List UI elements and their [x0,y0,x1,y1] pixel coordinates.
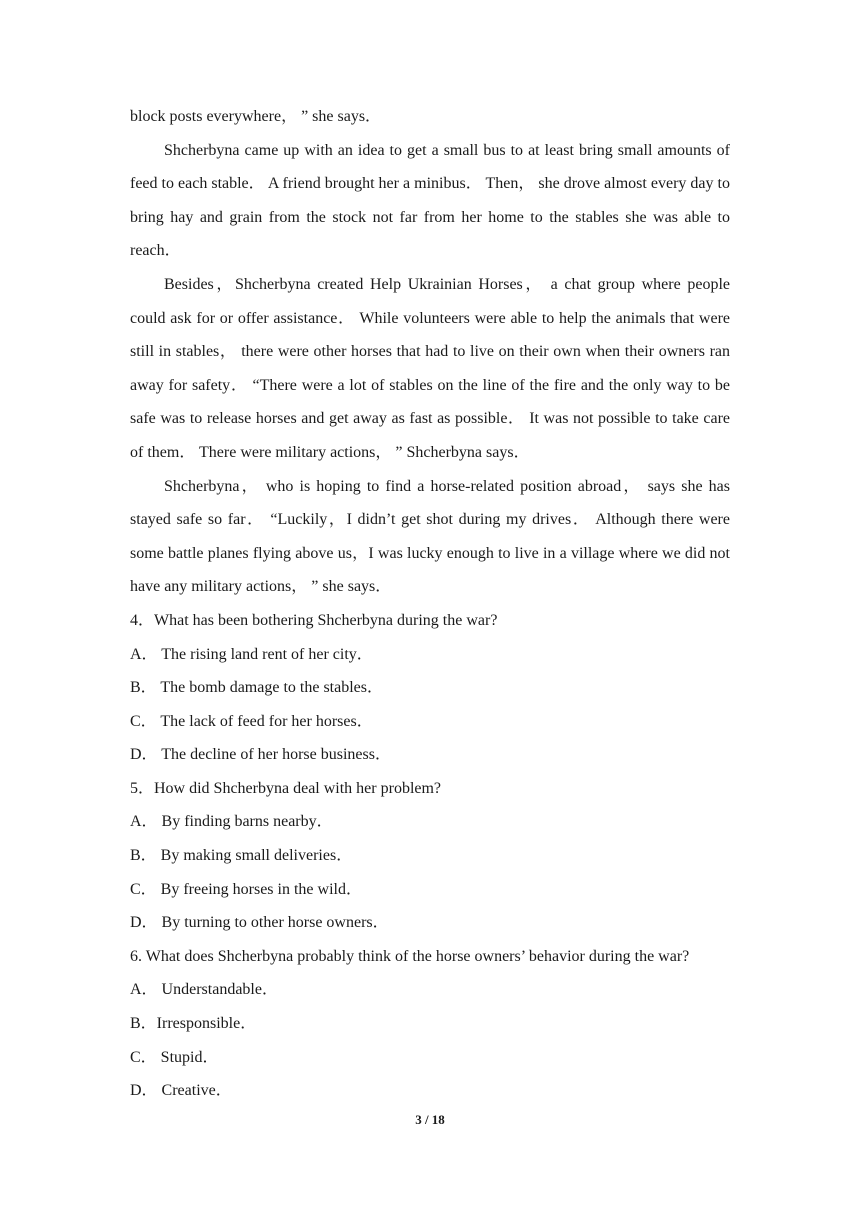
option-b: B． The bomb damage to the stables． [130,679,383,697]
option-b: B．Irresponsible． [130,1015,257,1033]
option-c: C． Stupid． [130,1048,219,1066]
option-d: D． By turning to other horse owners． [130,914,389,932]
option-b: B． By making small deliveries． [130,847,353,865]
passage-paragraph-1: Shcherbyna came up with an idea to get a small bus to at least bring small amounts of feed to each stable． A friend brought her a minibus． Then， she drove almost every day to bring hay and grain from the stock not far from her home to the stables she was able to reach． [130,141,730,260]
passage-paragraph-2: Besides，Shcherbyna created Help Ukrainian Horses， a chat group where people could ask for or offer assistance． While volunteers were able to help the animals that were still in stables， there were other horses that had to live on their own when their owners ran away for safety． “There were a lot of stables on the line of the fire and the only way to be safe was to release horses and get away as fast as possible． It was not possible to take care of them． There were military actions， ” Shcherbyna says． [130,275,730,461]
page-number: 3 / 18 [415,1112,445,1127]
option-a: A． The rising land rent of her city． [130,645,373,663]
question-stem: 6. What does Shcherbyna probably think of the horse owners’ behavior during the war? [130,947,690,965]
option-a: A． Understandable． [130,981,278,999]
option-a: A． By finding barns nearby． [130,813,333,831]
passage-paragraph-continued: block posts everywhere， ” she says． [130,108,382,125]
question-6 [130,940,730,1108]
page-content [130,100,730,1108]
question-5 [130,772,730,940]
passage-paragraph-3: Shcherbyna， who is hoping to find a horse-related position abroad， says she has stayed safe so far． “Luckily，I didn’t get shot during my drives． Although there were some battle planes flying above us，I was lucky enough to live in a village where we did not have any military actions， ” she says． [130,477,730,596]
option-d: D． Creative． [130,1082,232,1100]
option-c: C． The lack of feed for her horses． [130,712,373,730]
question-stem: 5．How did Shcherbyna deal with her problem? [130,779,442,797]
option-d: D． The decline of her horse business． [130,746,391,764]
option-c: C． By freeing horses in the wild． [130,880,362,898]
question-4 [130,604,730,772]
question-stem: 4．What has been bothering Shcherbyna during the war? [130,611,498,629]
